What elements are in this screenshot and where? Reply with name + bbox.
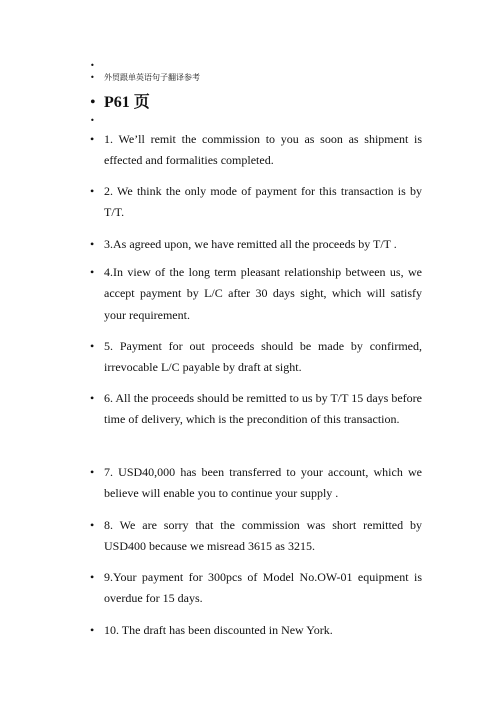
list-item — [90, 234, 422, 256]
bullet-dot: • — [90, 465, 95, 479]
subtitle-row — [90, 72, 422, 86]
bullet-dot: • — [90, 339, 95, 353]
bullet-dot: • — [90, 570, 95, 584]
list-item — [90, 462, 422, 506]
list-item — [90, 388, 422, 454]
list-item-text: 2. We think the only mode of payment for this transaction is by T/T. — [104, 184, 422, 220]
list-item — [90, 262, 422, 328]
list-item-text: 4.In view of the long term pleasant relationship between us, we accept payment by L/C after 30 days sight, which will satisfy your requirement. — [104, 265, 422, 322]
list-item — [90, 620, 422, 642]
bullet-dot: • — [90, 132, 95, 146]
page-heading: P61 页 — [104, 94, 150, 111]
bullet-dot: • — [90, 265, 95, 279]
list-item — [90, 336, 422, 380]
list-item — [90, 567, 422, 611]
bullet-dot: • — [90, 623, 95, 637]
heading-row — [90, 92, 422, 116]
list-item-text: 10. The draft has been discounted in New York. — [104, 623, 333, 637]
list-item-text: 7. USD40,000 has been transferred to your account, which we believe will enable you to continue your supply . — [104, 465, 422, 501]
bullet-dot: • — [90, 94, 96, 111]
document-subtitle: 外贸跟单英语句子翻译参考 — [104, 73, 200, 82]
list-item-text: 8. We are sorry that the commission was short remitted by USD400 because we misread 3615 as 3215. — [104, 518, 422, 554]
list-item — [90, 181, 422, 225]
bullet-dot: • — [90, 237, 95, 251]
bullet-dot: • — [90, 184, 95, 198]
list-item — [90, 129, 422, 173]
bullet-dot: • — [90, 73, 95, 82]
list-item-text: 5. Payment for out proceeds should be made by confirmed, irrevocable L/C payable by draft at sight. — [104, 339, 422, 375]
list-item-text: 6. All the proceeds should be remitted to us by T/T 15 days before time of delivery, which is the precondition of this transaction. — [104, 391, 422, 427]
bullet-dot: • — [90, 61, 95, 70]
empty-bullet-2 — [90, 115, 422, 129]
list-item — [90, 515, 422, 559]
list-item-text: 9.Your payment for 300pcs of Model No.OW-01 equipment is overdue for 15 days. — [104, 570, 422, 606]
list-item-text: 1. We’ll remit the commission to you as soon as shipment is effected and formalities completed. — [104, 132, 422, 168]
bullet-dot: • — [90, 518, 95, 532]
list-item-text: 3.As agreed upon, we have remitted all the proceeds by T/T . — [104, 237, 397, 251]
bullet-dot: • — [90, 391, 95, 405]
bullet-dot: • — [90, 116, 95, 125]
